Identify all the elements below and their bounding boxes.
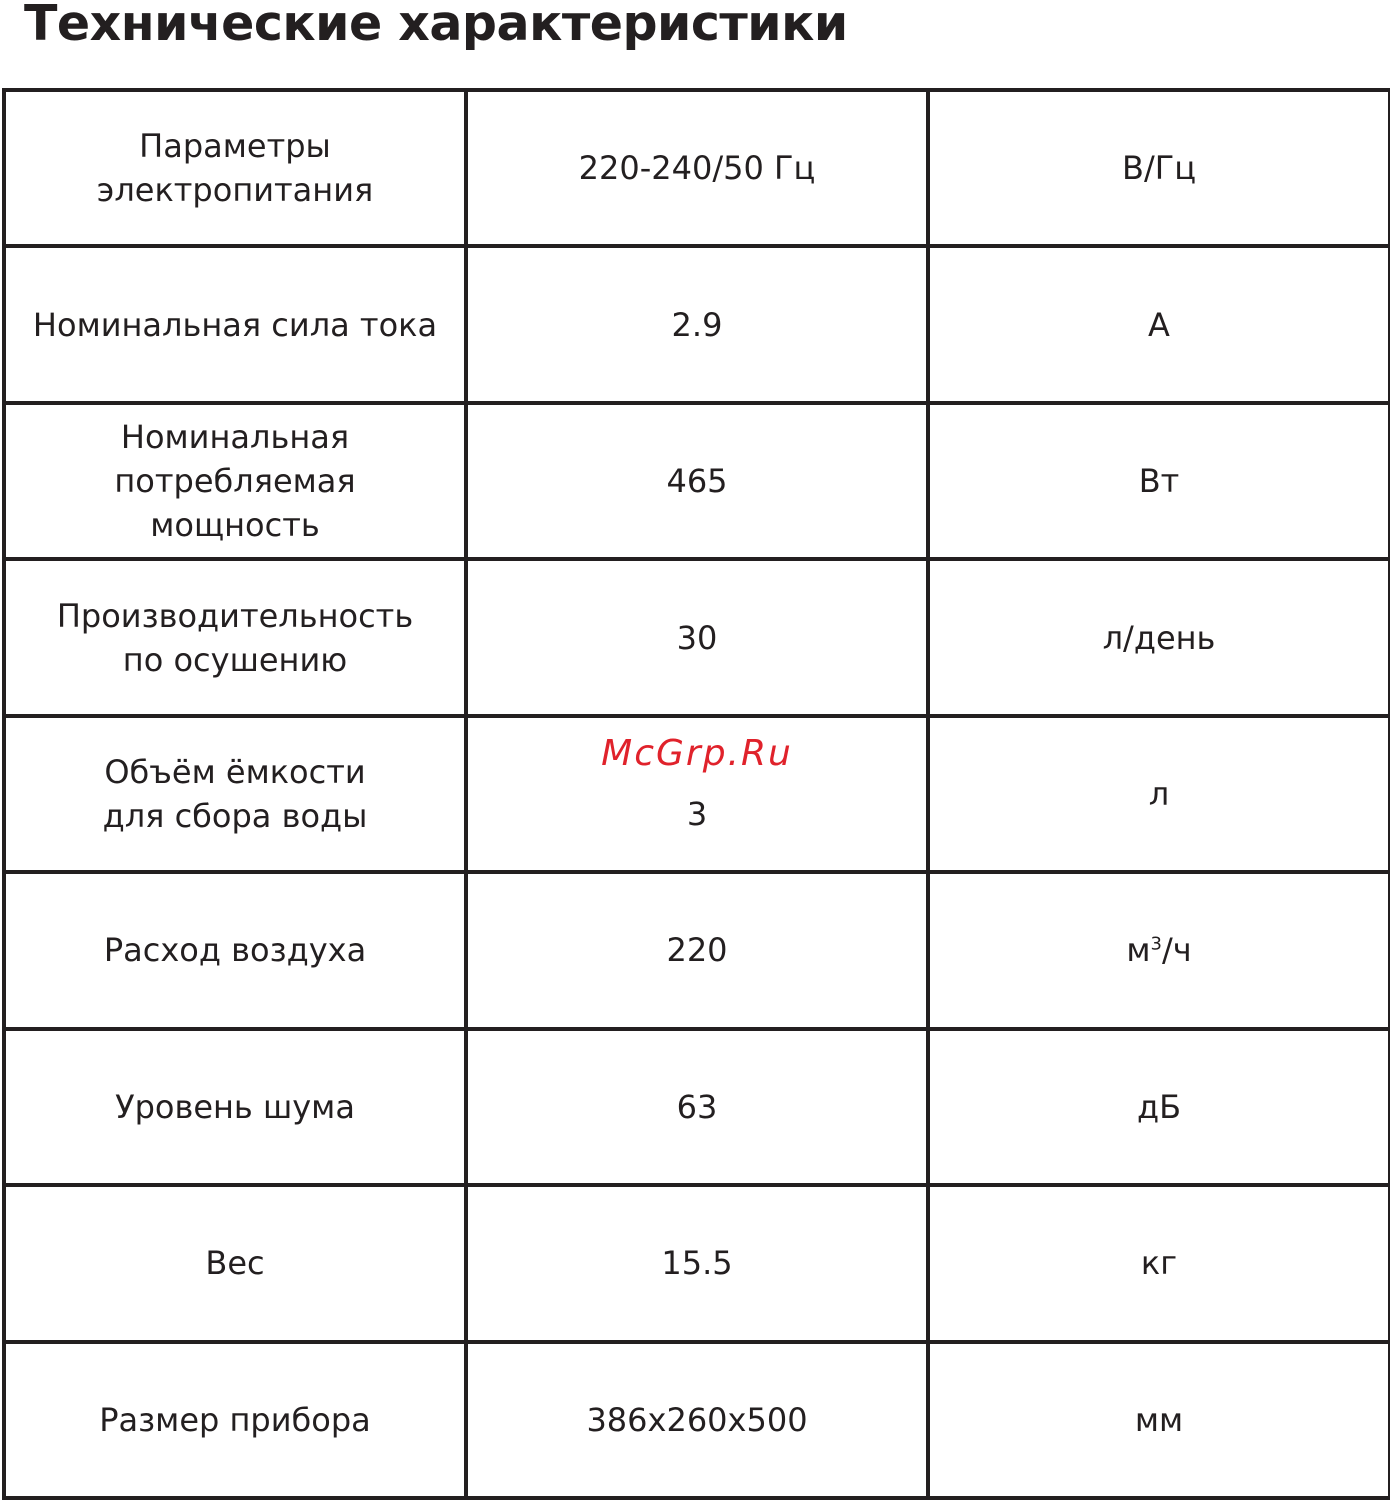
specifications-table: [2, 88, 1390, 1500]
parameter-name-line: Расход воздуха: [103, 931, 367, 970]
parameter-value-cell: 220-240/50 Гц: [466, 90, 928, 246]
parameter-value-cell: 465: [466, 403, 928, 559]
parameter-name-cell: [4, 872, 466, 1028]
parameter-name-line: электропитания: [96, 171, 374, 210]
parameter-unit-cell: [928, 872, 1390, 1028]
table-row: [4, 716, 1390, 872]
parameter-name-cell: [4, 716, 466, 872]
table-row: [4, 1029, 1390, 1185]
parameter-unit-cell: л/день: [928, 559, 1390, 715]
unit-tail: /ч: [1161, 931, 1192, 970]
table-row: [4, 403, 1390, 559]
parameter-unit-cell: Вт: [928, 403, 1390, 559]
parameter-name-line: мощность: [150, 506, 320, 545]
parameter-unit-cell: дБ: [928, 1029, 1390, 1185]
parameter-name-cell: [4, 90, 466, 246]
table-row: [4, 559, 1390, 715]
parameter-name-cell: [4, 559, 466, 715]
parameter-value-cell: 30: [466, 559, 928, 715]
table-row: [4, 246, 1390, 402]
parameter-value-cell: 15.5: [466, 1185, 928, 1341]
parameter-name-cell: [4, 1342, 466, 1499]
parameter-name-cell: [4, 1029, 466, 1185]
parameter-name-line: по осушению: [122, 640, 348, 679]
table-row: [4, 1342, 1390, 1499]
parameter-name-cell: [4, 246, 466, 402]
parameter-name-line: Уровень шума: [115, 1087, 355, 1126]
parameter-name-line: Параметры: [139, 127, 331, 166]
parameter-name-line: потребляемая: [114, 462, 356, 501]
unit-superscript: 3: [1150, 933, 1162, 955]
parameter-value-cell: 2.9: [466, 246, 928, 402]
parameter-unit-cell: мм: [928, 1342, 1390, 1499]
parameter-name-line: для сбора воды: [102, 796, 368, 835]
parameter-name-line: Номинальная сила тока: [32, 305, 438, 344]
parameter-name-line: Вес: [205, 1244, 265, 1283]
parameter-name-line: Производительность: [56, 596, 414, 635]
parameter-name-line: Размер прибора: [99, 1400, 371, 1439]
parameter-value-cell: 386x260x500: [466, 1342, 928, 1499]
parameter-name-line: Номинальная: [120, 418, 350, 457]
parameter-name-cell: [4, 1185, 466, 1341]
parameter-unit-cell: А: [928, 246, 1390, 402]
unit-base: м: [1126, 931, 1151, 970]
parameter-name-line: Объём ёмкости: [104, 752, 366, 791]
table-row: [4, 872, 1390, 1028]
table-row: [4, 1185, 1390, 1341]
parameter-value-cell: [466, 716, 928, 872]
watermark: McGrp.Ru: [601, 732, 793, 774]
parameter-value-cell: 63: [466, 1029, 928, 1185]
parameter-unit-cell: кг: [928, 1185, 1390, 1341]
parameter-unit-cell: л: [928, 716, 1390, 872]
parameter-unit-cell: В/Гц: [928, 90, 1390, 246]
page-title: Технические характеристики: [24, 0, 848, 52]
parameter-value-cell: 220: [466, 872, 928, 1028]
parameter-name-cell: [4, 403, 466, 559]
table-row: [4, 90, 1390, 246]
parameter-value: 3: [686, 794, 708, 833]
